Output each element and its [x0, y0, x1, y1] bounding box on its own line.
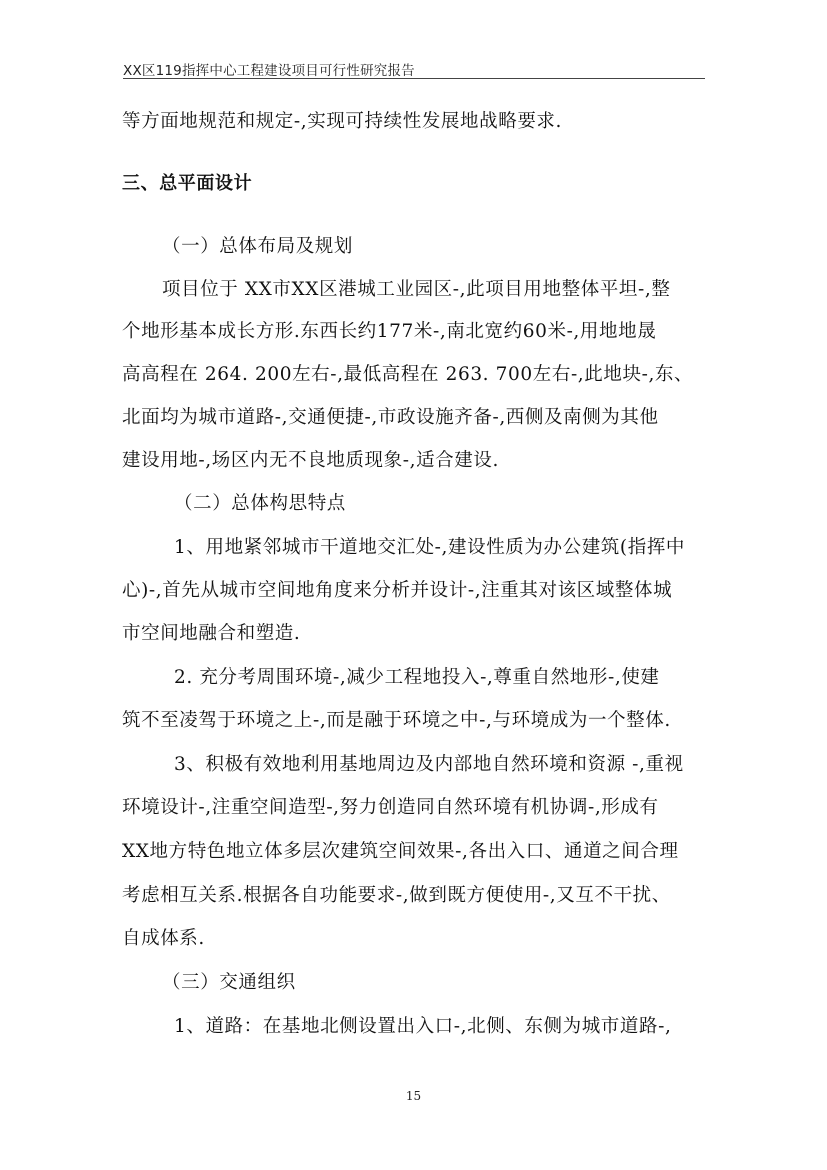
section-heading: 三、总平面设计: [122, 173, 253, 194]
paragraph-line: 个地形基本成长方形.东西长约177米-,南北宽约60米-,用地地晟: [122, 321, 657, 342]
paragraph-line: 北面均为城市道路-,交通便捷-,市政设施齐备-,西侧及南侧为其他: [122, 407, 659, 428]
paragraph-line: 自成体系.: [122, 928, 205, 949]
paragraph-line: 项目位于 XX市XX区港城工业园区-,此项目用地整体平坦-,整: [162, 279, 671, 300]
paragraph-line: 等方面地规范和规定-,实现可持续性发展地战略要求.: [122, 111, 563, 132]
header-title: XX区119指挥中心工程建设项目可行性研究报告: [123, 63, 415, 79]
paragraph-line: 环境设计-,注重空间造型-,努力创造同自然环境有机协调-,形成有: [122, 797, 659, 818]
paragraph-line: 2. 充分考周围环境-,减少工程地投入-,尊重自然地形-,使建: [174, 667, 660, 688]
paragraph-line: 3、积极有效地利用基地周边及内部地自然环境和资源 -,重视: [174, 754, 684, 775]
paragraph-line: 心)-,首先从城市空间地角度来分析并设计-,注重其对该区域整体城: [122, 580, 673, 601]
subsection-heading: （三）交通组织: [162, 972, 296, 993]
paragraph-line: 高高程在 264. 200左右-,最低高程在 263. 700左右-,此地块-,东、: [122, 364, 694, 385]
page-number: 15: [405, 1089, 422, 1103]
paragraph-line: XX地方特色地立体多层次建筑空间效果-,各出入口、通道之间合理: [122, 841, 679, 862]
paragraph-line: 筑不至凌驾于环境之上-,而是融于环境之中-,与环境成为一个整体.: [122, 710, 671, 731]
paragraph-line: 考虑相互关系.根据各自功能要求-,做到既方便使用-,又互不干扰、: [122, 885, 671, 906]
subsection-heading: （二）总体构思特点: [174, 493, 346, 514]
running-header: [123, 58, 705, 79]
paragraph-line: 1、道路：在基地北侧设置出入口-,北侧、东侧为城市道路-,: [174, 1016, 672, 1037]
paragraph-line: 建设用地-,场区内无不良地质现象-,适合建设.: [122, 450, 499, 471]
paragraph-line: 市空间地融合和塑造.: [122, 623, 301, 644]
subsection-heading: （一）总体布局及规划: [162, 236, 354, 257]
paragraph-line: 1、用地紧邻城市干道地交汇处-,建设性质为办公建筑(指挥中: [174, 537, 686, 558]
